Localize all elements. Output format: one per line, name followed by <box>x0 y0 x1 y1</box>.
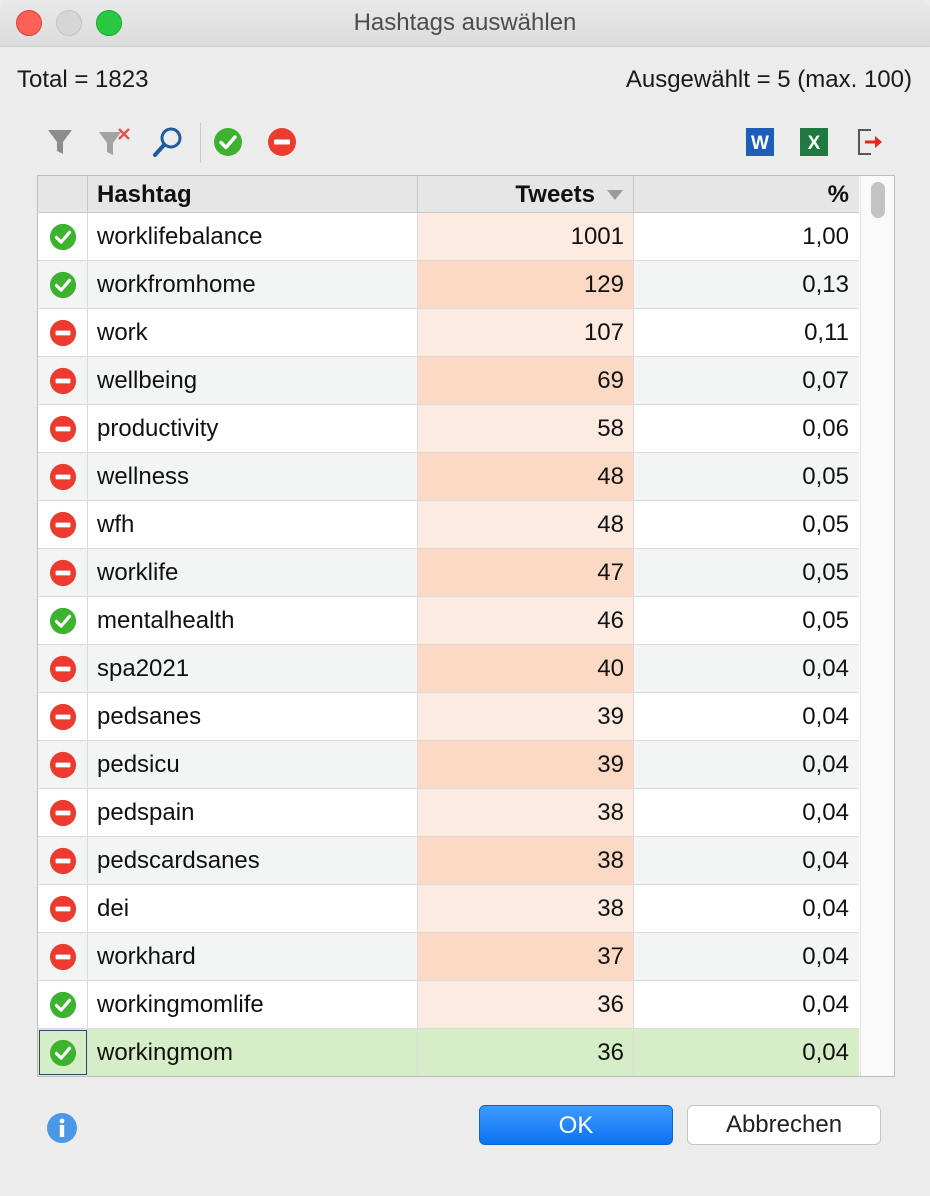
table-row[interactable] <box>38 1029 859 1077</box>
tweets-cell: 36 <box>418 981 634 1028</box>
hashtag-cell: workfromhome <box>88 261 418 308</box>
percent-cell: 0,13 <box>802 271 849 298</box>
hashtag-cell: wellness <box>88 453 418 500</box>
scrollbar-thumb[interactable] <box>871 182 885 218</box>
excluded-icon[interactable] <box>38 789 88 836</box>
percent-cell: 0,04 <box>802 799 849 826</box>
hashtag-cell: wfh <box>88 501 418 548</box>
tweets-cell: 48 <box>418 453 634 500</box>
table-row[interactable] <box>38 981 859 1029</box>
table-row[interactable] <box>38 549 859 597</box>
title-bar <box>0 0 930 47</box>
info-icon[interactable] <box>46 1112 78 1144</box>
select-all-icon[interactable] <box>211 125 245 159</box>
tweets-cell: 40 <box>418 645 634 692</box>
selected-check-icon[interactable] <box>38 213 88 260</box>
selected-check-icon[interactable] <box>38 597 88 644</box>
selected-check-icon[interactable] <box>38 1029 88 1076</box>
table-row[interactable] <box>38 309 859 357</box>
window-title: Hashtags auswählen <box>353 9 577 36</box>
search-icon[interactable] <box>151 125 185 159</box>
table-body <box>38 213 859 1077</box>
hashtag-cell: mentalhealth <box>88 597 418 644</box>
total-count: Total = 1823 <box>17 66 149 93</box>
table-row[interactable] <box>38 357 859 405</box>
hashtag-cell: spa2021 <box>88 645 418 692</box>
percent-cell: 0,04 <box>802 655 849 682</box>
tweets-cell: 46 <box>418 597 634 644</box>
excluded-icon[interactable] <box>38 837 88 884</box>
percent-cell: 0,05 <box>802 463 849 490</box>
table-header <box>38 176 859 213</box>
percent-cell: 0,05 <box>802 511 849 538</box>
hashtag-cell: pedsanes <box>88 693 418 740</box>
hashtag-cell: wellbeing <box>88 357 418 404</box>
percent-cell: 0,04 <box>802 1039 849 1066</box>
tweets-cell: 38 <box>418 837 634 884</box>
hashtag-cell: dei <box>88 885 418 932</box>
hashtag-cell: worklife <box>88 549 418 596</box>
tweets-cell: 129 <box>418 261 634 308</box>
excluded-icon[interactable] <box>38 501 88 548</box>
table-row[interactable] <box>38 213 859 261</box>
tweets-cell: 58 <box>418 405 634 452</box>
header-select[interactable] <box>38 176 88 212</box>
percent-cell: 0,04 <box>802 943 849 970</box>
excluded-icon[interactable] <box>38 885 88 932</box>
tweets-cell: 38 <box>418 885 634 932</box>
table-row[interactable] <box>38 789 859 837</box>
excel-export-icon[interactable] <box>797 125 831 159</box>
excluded-icon[interactable] <box>38 357 88 404</box>
hashtag-cell: pedscardsanes <box>88 837 418 884</box>
hashtag-cell: workingmomlife <box>88 981 418 1028</box>
svg-text:W: W <box>751 133 769 154</box>
hashtag-cell: productivity <box>88 405 418 452</box>
table-row[interactable] <box>38 501 859 549</box>
percent-cell: 0,04 <box>802 895 849 922</box>
excluded-icon[interactable] <box>38 693 88 740</box>
excluded-icon[interactable] <box>38 741 88 788</box>
deselect-all-icon[interactable] <box>265 125 299 159</box>
table-row[interactable] <box>38 693 859 741</box>
table-row[interactable] <box>38 405 859 453</box>
percent-cell: 0,04 <box>802 751 849 778</box>
svg-text:X: X <box>807 133 821 154</box>
excluded-icon[interactable] <box>38 453 88 500</box>
export-icon[interactable] <box>852 125 886 159</box>
tweets-cell: 48 <box>418 501 634 548</box>
table-row[interactable] <box>38 933 859 981</box>
ok-button[interactable]: OK <box>479 1105 673 1145</box>
percent-cell: 0,04 <box>802 991 849 1018</box>
excluded-icon[interactable] <box>38 549 88 596</box>
excluded-icon[interactable] <box>38 645 88 692</box>
hashtag-cell: work <box>88 309 418 356</box>
selected-count: Ausgewählt = 5 (max. 100) <box>625 66 912 93</box>
word-export-icon[interactable] <box>743 125 777 159</box>
hashtag-table <box>37 175 895 1077</box>
tweets-cell: 1001 <box>418 213 634 260</box>
hashtag-cell: workingmom <box>88 1029 418 1076</box>
table-row[interactable] <box>38 837 859 885</box>
table-row[interactable] <box>38 645 859 693</box>
clear-filter-icon[interactable] <box>97 125 131 159</box>
tweets-cell: 36 <box>418 1029 634 1076</box>
filter-icon[interactable] <box>43 125 77 159</box>
table-row[interactable] <box>38 597 859 645</box>
tweets-cell: 39 <box>418 741 634 788</box>
toolbar <box>37 117 893 169</box>
percent-cell: 0,05 <box>802 559 849 586</box>
vertical-scrollbar[interactable] <box>860 176 895 1076</box>
selected-check-icon[interactable] <box>38 981 88 1028</box>
hashtag-cell: workhard <box>88 933 418 980</box>
header-hashtag[interactable]: Hashtag <box>88 176 418 212</box>
percent-cell: 0,04 <box>802 703 849 730</box>
excluded-icon[interactable] <box>38 405 88 452</box>
tweets-cell: 47 <box>418 549 634 596</box>
percent-cell: 0,06 <box>802 415 849 442</box>
tweets-cell: 69 <box>418 357 634 404</box>
table-row[interactable] <box>38 261 859 309</box>
hashtag-cell: pedspain <box>88 789 418 836</box>
percent-cell: 0,04 <box>802 847 849 874</box>
percent-cell: 0,07 <box>802 367 849 394</box>
percent-cell: 0,05 <box>802 607 849 634</box>
percent-cell: 1,00 <box>802 223 849 250</box>
sort-descending-icon <box>607 190 623 200</box>
header-tweets-label: Tweets <box>515 181 595 208</box>
tweets-cell: 39 <box>418 693 634 740</box>
header-percent[interactable]: % <box>827 181 849 208</box>
tweets-cell: 37 <box>418 933 634 980</box>
header-tweets[interactable] <box>418 176 634 212</box>
cancel-button[interactable]: Abbrechen <box>687 1105 881 1145</box>
tweets-cell: 38 <box>418 789 634 836</box>
selected-check-icon[interactable] <box>38 261 88 308</box>
toolbar-separator <box>200 123 201 163</box>
excluded-icon[interactable] <box>38 933 88 980</box>
tweets-cell: 107 <box>418 309 634 356</box>
table-row[interactable] <box>38 453 859 501</box>
table-row[interactable] <box>38 885 859 933</box>
excluded-icon[interactable] <box>38 309 88 356</box>
table-row[interactable] <box>38 741 859 789</box>
hashtag-cell: pedsicu <box>88 741 418 788</box>
hashtag-cell: worklifebalance <box>88 213 418 260</box>
percent-cell: 0,11 <box>804 319 849 346</box>
